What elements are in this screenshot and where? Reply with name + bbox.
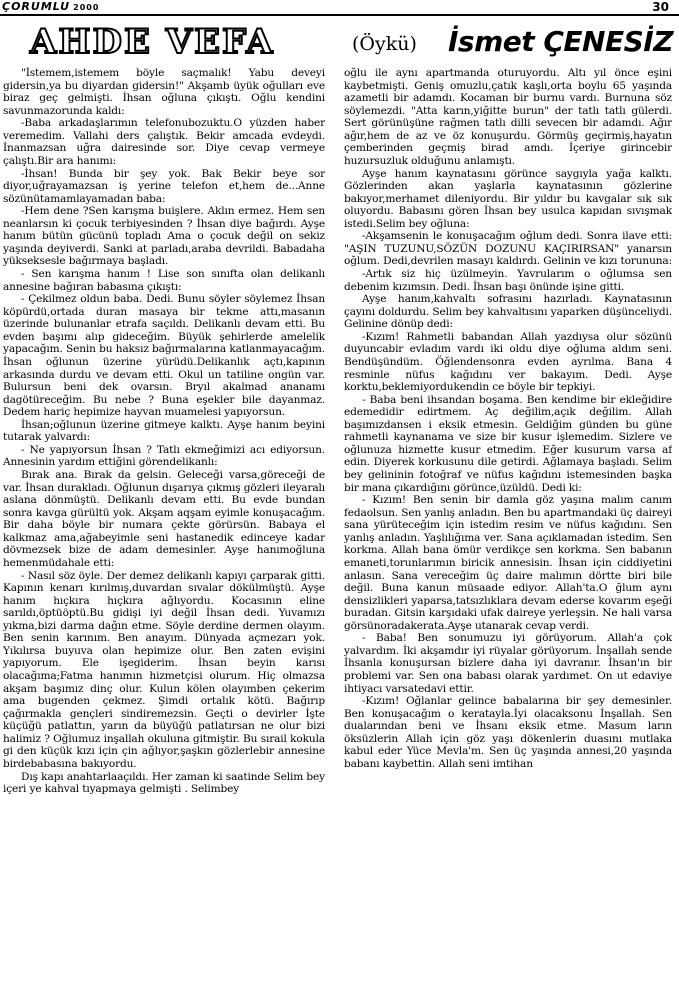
- paragraph: - Nasıl söz öyle. Der demez delikanlı kapıyı çarparak gitti. Kapının kenarı kırılmış,duvardan sıvalar dökülmüştü. Ayşe hanım hıçkıra hıçkıra ağlıyordu. Kocasının eline sarıldı,öptüöptü.Bu gidişi iyi değil İhsan dedi. Yuvamızı yıkma,bizi darma dağın etme. Söyle derdine dermen olayım. Ben senin karınım. Ben anayım. Dünyada açmezarı yok. Yıkılırsa buyuva olan hepimize olur. Ben zaten evişini yapıyorum. Ele işegiderim. İhsan beyin karısı olacağıma;Fatma hanımın hizmetçisi olurum. Hiç olmazsa akşam başımız dinç olur. Kulun kölen olayımben çekerim ama bugenden çekmez. Şimdi ortalık kötü. Bağırıp çağırmakla gençleri sindiremezsin. Geçti o devirler İşte küçüğü patlattın, yarın da büyüğü patlatırsan ne olur bizi halimiz ? Oğlumuz inşallah okuluna gitmiştir. Bu sırail kokula gi den küçük kızı için çin ağlıyor,şaşkın gözlerlebir annesine birdebabasına bakıyordu.: [3, 569, 325, 770]
- left-column: [3, 67, 325, 985]
- page-number: 30: [652, 0, 669, 14]
- paragraph: -İhsan! Bunda bir şey yok. Bak Bekir beye sor diyor,uğrayamazsan iş yerine telefon et,hem de...Anne sözünütamamlayamadan baba:: [3, 167, 325, 205]
- paragraph: -Hem dene ?Sen karışma buişlere. Aklın ermez. Hem sen neanlarsın ki çocuk terbiyesinden ? İhsan diye bağırdı. Ayşe hanım bütün gücünü topladı Ama o çocuk değil on sekiz yaşında deyiverdi. Sanki at parladı,araba devrildi. Babadaha yükseksesle bağırmaya başladı.: [3, 205, 325, 268]
- paragraph: oğlu ile aynı apartmanda oturuyordu. Altı yıl önce eşini kaybetmişti. Geniş omuzlu,çatık kaşlı,orta boylu 65 yaşında azametli bir adamdı. Kocaman bir burnu vardı. Burnuna söz söylemezdi. "Atta karın,yiğitte burun" der tatlı tatlı gülerdi. Sert görünüşüne rağmen tatlı dilli sevecen bir adamdı. Ağır ağır,hem de az ve öz konuşurdu. Görmüş geçirmiş,hayatın çemberinden geçmiş birad amdı. İçeriye girincebir huzursuzluk olduğunu anlamıştı.: [344, 67, 672, 167]
- paragraph: - Kızım! Ben senin bir damla göz yaşına malım canım fedaolsun. Sen yanlış anladın. Ben bu apartmandaki üç daireyi sana yürüteceğim için istedim resim ve nüfus kağıdını. Sen yanlış anladın. Yaşlılığıma ver. Sana açıklamadan istedim. Sen korkma. Allah bana ömür verdikçe sen korkma. Sen babanın emaneti,torunlarımın biricik annesisin. İhsan için ciddiyetini anlasın. Sana vereceğim üç daire malımın dörtte biri bile değil. Buna kanun müsaade ediyor. Allah'ta.O ğlum aynı densizlikleri yaparsa,tatsızlıklara devam ederse kovarım eşeği buradan. Gitsin karşıdaki ufak daireye yerleşsin. Ne hali varsa görsünoradakerata.Ayşe utanarak cevap verdi.: [344, 494, 672, 632]
- paragraph: -Artık siz hiç üzülmeyin. Yavrularım o oğlumsa sen debenim kızımsın. Dedi. İhsan başı önünde işine gitti.: [344, 268, 672, 293]
- paragraph: Bırak ana. Bırak da gelsin. Geleceği varsa,göreceği de var. İhsan durakladı. Oğlunun dışarıya çıkmış gözleri ileyaralı aslana dönmüştü. Delikanlı devam etti. Bu evde bundan sonra kavga gürültü yok. Akşam aqşam eyimle konuşacağım. Bir daha böyle bir numara çekte görürsün. Babaya el kalkmaz ama,ağabeyimle seni hastanedik edinceye kadar dövmezsek bize de adam demesinler. Ayşe hanımoğluna hemenmüdahale etti:: [3, 469, 325, 569]
- header-rule: [0, 14, 679, 16]
- paragraph: Ayşe hanım kaynatasını görünce saygıyla yağa kalktı. Gözlerinden akan yaşlarla kaynatasının gözlerine bakıyor,merhamet dileniyordu. Bir yıldır bu kavgalar sık sık oluyordu. Babasını gören İhsan bey usulca kapıdan sıvışmak istedi.Selim bey oğluna:: [344, 167, 672, 230]
- brand-year: 2000: [73, 3, 100, 12]
- paragraph: - Sen karışma hanım ! Lise son sınıfta olan delikanlı annesine bağıran babasına çıkıştı:: [3, 268, 325, 293]
- paragraph: - Baba! Ben sonumuzu iyi görüyorum. Allah'a çok yalvardım. İki akşamdır iyi rüyalar görüyorum. İnşallah sende İhsanla konuşursan bizlere daha iyi davranır. İhsan'ın bir problemi var. Sen ona babası olarak yardımet. On ut edaviye ihtiyacı varsatedavi ettir.: [344, 632, 672, 695]
- paragraph: Ayşe hanım,kahvaltı sofrasını hazırladı. Kaynatasının çayını doldurdu. Selim bey kahvaltısını yaparken düşünceliydi. Gelinine dönüp dedi:: [344, 293, 672, 331]
- paragraph: -Kızım! Oğlanlar gelince babalarına bir şey demesinler. Ben konuşacağım o keratayla.İyi olacaksonu İnşallah. Sen dualarından beni ve İhsanı eksik etme. Masum ların öksüzlerin Allah için göz yaşı dökenlerin duasını mutlaka kabul eder Yüce Mevla'm. Sen üç yaşında annesi,20 yaşında babanı kaybettin. Allah seni imtihan: [344, 695, 672, 770]
- magazine-brand: [2, 0, 99, 13]
- paragraph: "İstemem,istemem böyle saçmalık! Yabu deveyi gidersin,ya bu diyardan gidersin!" Akşamb üyük oğulları eve biraz geç gelmişti. İhsan oğluna çıkıştı. Oğlu kendini savunmazorunda kaldı:: [3, 67, 325, 117]
- paragraph: - Baba beni ihsandan boşama. Ben kendime bir ekleğidire edemedidir edirtmem. Aç değilim,açık değilim. Allah başımızdansen i eksik etmesin. Geldiğim günden bu güne rahmetli kaynanama ve size bir kusur işlemedim. Sizlere ve oğlunuza hizmette kusur etmedim. Eğer kusurum varsa af edin. Diyerek korkusunu dile getirdi. Ağlamaya başladı. Selim bey gelininin fotoğraf ve nüfus kağıdını istemesinden başka bir mana çıkardığını görünce,üzüldü. Dedi ki:: [344, 393, 672, 494]
- paragraph: - Çekilmez oldun baba. Dedi. Bunu söyler söylemez İhsan köpürdü,ortada duran masaya bir tekme attı,masanın üzerinde bulunanlar etrafa saçıldı. Delikanlı devam etti. Bu evden başımı alıp gideceğim. Büyük şehirlerde amelelik yapacağım. Senin bu haksız bağırmalarına katlanmayacağım. İhsan oğlunun üzerine yürüdü.Delikanlık açtı,kapının arkasında durdu ve devam etti. Okul un tatiline ongün var. Bulursun beni dek ovarsın. Bryıl akalmad ananamı dagötüreceğim. Bu nebe ? Buna eşekler bile dayanmaz. Dedem hariç hepimize hayvan muamelesi yapıyorsun.: [3, 293, 325, 419]
- story-author: İsmet ÇENESİZ: [448, 25, 674, 58]
- story-title-row: [0, 20, 679, 64]
- paragraph: İhsan;oğlunun üzerine gitmeye kalktı. Ayşe hanım beyini tutarak yalvardı:: [3, 418, 325, 444]
- paragraph: Dış kapı anahtarlaaçıldı. Her zaman ki saatinde Selim bey içeri ye kahval tıyapmaya gelmişti . Selimbey: [3, 770, 325, 796]
- paragraph: -Akşamsenin le konuşacağım oğlum dedi. Sonra ilave etti: "AŞIN TUZUNU,SÖZÜN DOZUNU KAÇIRIRSAN" yanarsın oğlum. Dedi,devrilen masayı kaldırdı. Gelinin ve kızı torununa:: [344, 230, 672, 268]
- paragraph: - Ne yapıyorsun İhsan ? Tatlı ekmeğimizi acı ediyorsun. Annesinin yardım ettiğini görendelikanlı:: [3, 443, 325, 469]
- story-genre: (Öykü): [352, 33, 417, 55]
- brand-name: ÇORUMLU: [2, 0, 71, 13]
- page-header: [0, 0, 679, 16]
- paragraph: -Baba arkadaşlarımın telefonubozuktu.O yüzden haber veremedim. Vallahi ders çalıştık. Bekir amcada evdeydi. İnanmazsan uğra dairesinde sor. Diye cevap vermeye çalıştı.Bir ara hanımı:: [3, 117, 325, 167]
- right-column: [344, 67, 672, 985]
- story-title: AHDE VEFA: [30, 22, 275, 62]
- paragraph: -Kızım! Rahmetli babandan Allah yazdıysa olur sözünü duyuncabir evladım vardı iki oldu diye oğluma aldım seni. Bendüşündüm. Öğlendensonra evden ayrılma. Bana 4 resminle nüfus kağıdını ver bakayım. Dedi. Ayşe korktu,beklemiyordukendin ce böyle bir tepkiyi.: [344, 330, 672, 394]
